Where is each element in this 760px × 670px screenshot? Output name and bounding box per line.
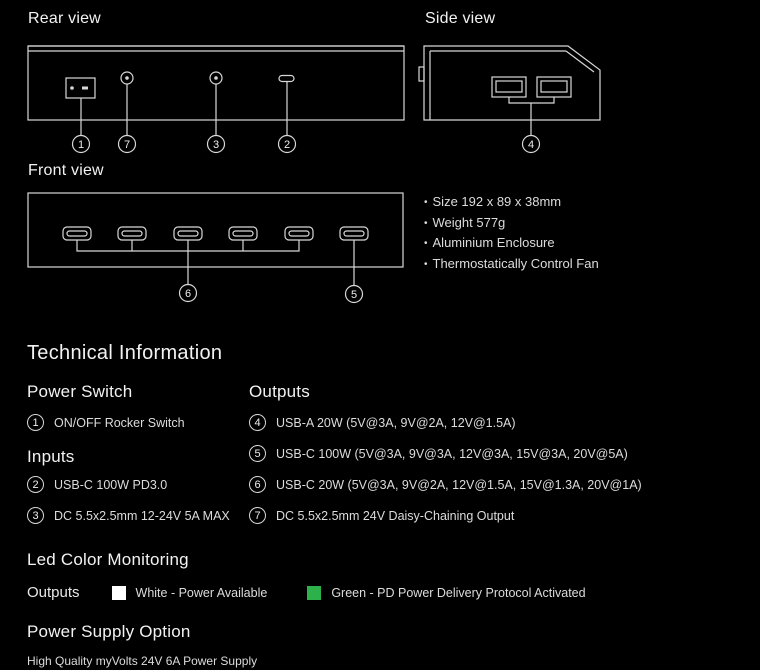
callout-label: 1: [77, 139, 85, 151]
led-heading: Led Color Monitoring: [27, 550, 189, 569]
power-switch-item: [27, 414, 185, 431]
spec-enclosure: • Aluminium Enclosure: [424, 233, 599, 254]
white-legend-text: White - Power Available: [135, 585, 268, 600]
spec-list: [424, 192, 599, 274]
item-text: USB-A 20W (5V@3A, 9V@2A, 12V@1.5A): [276, 415, 516, 430]
outputs-heading: Outputs: [249, 382, 310, 401]
side-view-diagram: [419, 46, 600, 153]
spec-fan: • Thermostatically Control Fan: [424, 254, 599, 275]
output-item: [249, 507, 514, 524]
output-item: [249, 445, 628, 462]
power-supply-heading: Power Supply Option: [27, 622, 191, 641]
input-item: [27, 476, 167, 493]
item-text: ON/OFF Rocker Switch: [54, 415, 185, 430]
callout-label: 2: [283, 139, 291, 151]
number-badge: 2: [27, 476, 44, 493]
item-text: DC 5.5x2.5mm 24V Daisy-Chaining Output: [276, 508, 515, 523]
number-badge: 3: [27, 507, 44, 524]
usbc-input-port-icon: [279, 76, 294, 82]
side-view-title: Side view: [425, 10, 496, 27]
device-diagrams: [0, 0, 760, 320]
led-outputs-label: Outputs: [27, 584, 80, 601]
input-item: [27, 507, 230, 524]
rear-view-diagram: [28, 46, 404, 153]
green-legend-text: Green - PD Power Delivery Protocol Activated: [331, 585, 586, 600]
item-text: USB-C 100W PD3.0: [54, 477, 168, 492]
spec-weight: • Weight 577g: [424, 213, 599, 234]
rear-view-title: Rear view: [28, 10, 101, 27]
white-swatch: [112, 586, 126, 600]
callout-label: 4: [527, 139, 535, 151]
number-badge: 7: [249, 507, 266, 524]
callout-label: 6: [184, 288, 192, 300]
output-item: [249, 476, 642, 493]
technical-info-title: Technical Information: [27, 342, 223, 364]
callout-label: 3: [212, 139, 220, 151]
green-swatch: [307, 586, 321, 600]
item-text: DC 5.5x2.5mm 12-24V 5A MAX: [54, 508, 230, 523]
output-item: [249, 414, 516, 431]
power-supply-text: High Quality myVolts 24V 6A Power Supply: [27, 654, 258, 668]
led-legend: [27, 584, 586, 601]
spec-size: • Size 192 x 89 x 38mm: [424, 192, 599, 213]
power-switch-heading: Power Switch: [27, 382, 133, 401]
front-view-title: Front view: [28, 162, 104, 179]
number-badge: 6: [249, 476, 266, 493]
usba-port-icon: [537, 77, 571, 97]
front-view-diagram: [28, 193, 403, 303]
inputs-heading: Inputs: [27, 447, 75, 466]
number-badge: 1: [27, 414, 44, 431]
item-text: USB-C 100W (5V@3A, 9V@3A, 12V@3A, 15V@3A, 20V@5A): [276, 446, 628, 461]
usba-port-icon: [492, 77, 526, 97]
callout-label: 7: [123, 139, 131, 151]
item-text: USB-C 20W (5V@3A, 9V@2A, 12V@1.5A, 15V@1.3A, 20V@1A): [276, 477, 642, 492]
number-badge: 5: [249, 445, 266, 462]
callout-label: 5: [350, 289, 358, 301]
number-badge: 4: [249, 414, 266, 431]
